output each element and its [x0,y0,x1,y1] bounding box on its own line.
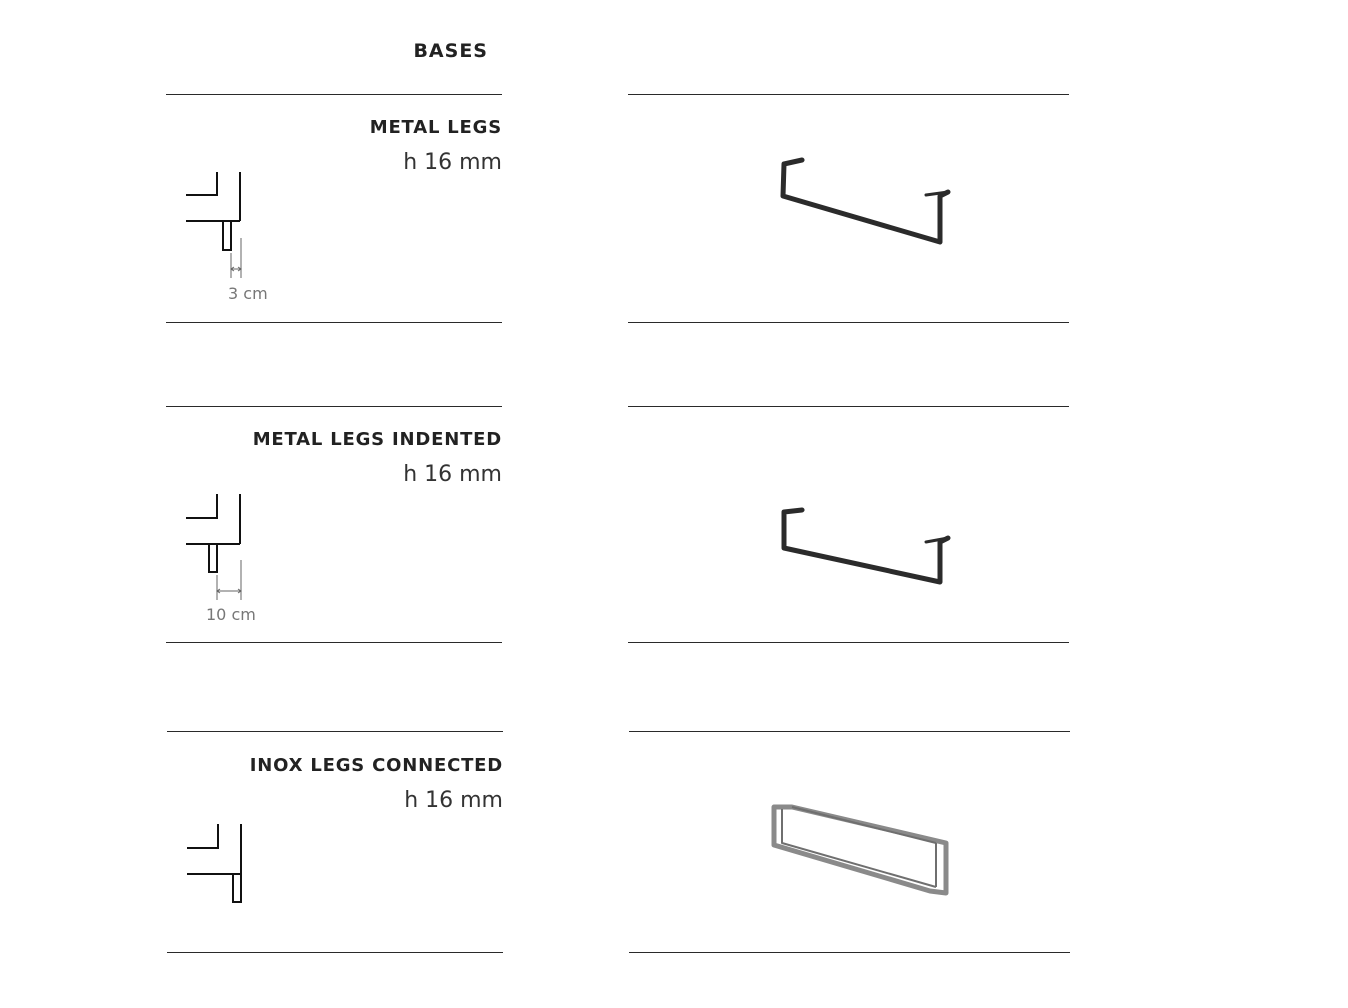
divider [629,952,1070,953]
dimension-label: 10 cm [206,605,256,624]
profile-diagram [180,490,280,600]
profile-diagram [180,168,280,278]
divider [167,731,503,732]
product-image-metal-legs [760,150,970,260]
divider [628,94,1069,95]
section-height: h 16 mm [404,788,503,813]
section-height: h 16 mm [403,462,502,487]
product-image-inox-legs-connected [760,795,970,905]
product-image-metal-legs-indented [760,490,970,600]
divider [166,406,502,407]
divider [166,642,502,643]
divider [629,731,1070,732]
profile-diagram [181,820,281,910]
section-title: METAL LEGS [369,117,502,138]
divider [166,322,502,323]
divider [628,642,1069,643]
section-title: METAL LEGS INDENTED [252,429,502,450]
divider [628,322,1069,323]
dimension-label: 3 cm [228,284,268,303]
divider [628,406,1069,407]
page-title: BASES [413,40,488,62]
section-height: h 16 mm [403,150,502,175]
section-title: INOX LEGS CONNECTED [249,755,503,776]
divider [167,952,503,953]
divider [166,94,502,95]
